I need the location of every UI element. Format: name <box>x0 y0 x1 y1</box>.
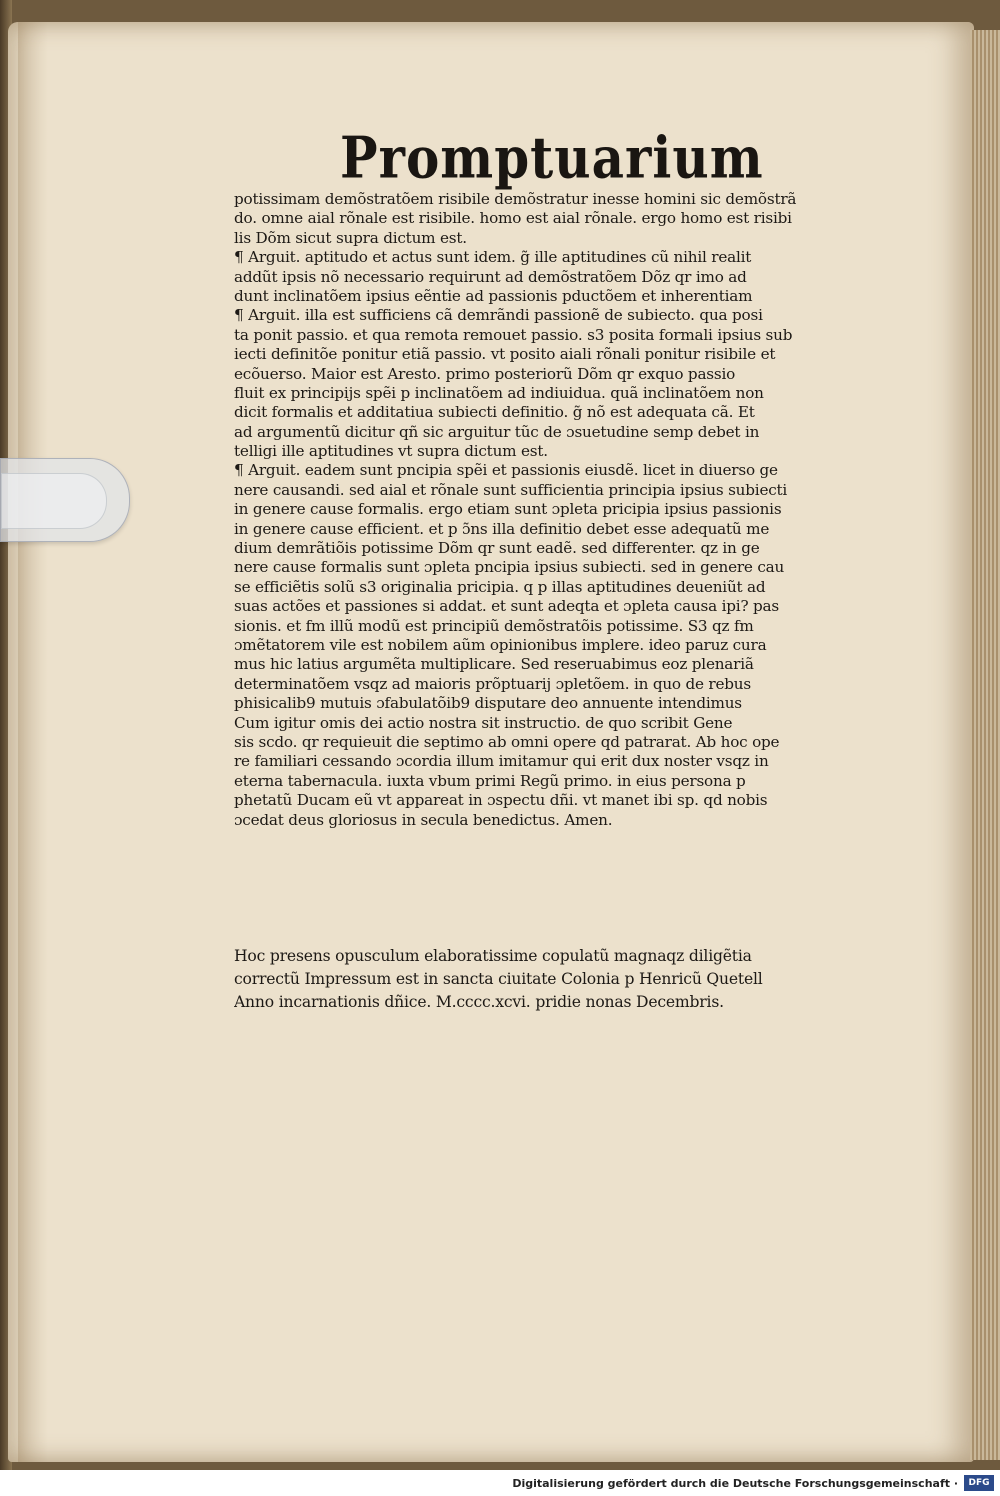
text-line: lis Dõm sicut supra dictum est. <box>234 228 467 247</box>
text-line: determinatõem vsqz ad maioris prõptuarij ɔpletõem. in quo de rebus <box>234 674 751 693</box>
text-line: ta ponit passio. et qua remota remouet passio. s3 posita formali ipsius sub <box>234 325 793 344</box>
text-line: dunt inclinatõem ipsius eẽntie ad passionis pductõem et inherentiam <box>234 286 753 305</box>
page-fore-edge <box>970 30 1000 1460</box>
text-line: eterna tabernacula. iuxta vbum primi Regũ primo. in eius persona p <box>234 771 746 790</box>
text-line: phetatũ Ducam eũ vt appareat in ɔspectu dñi. vt manet ibi sp. qd nobis <box>234 791 768 810</box>
colophon-line: Hoc presens opusculum elaboratissime copulatũ magnaqz diligẽtia <box>234 947 752 965</box>
text-line: nere cause formalis sunt ɔpleta pncipia ipsius subiecti. sed in genere cau <box>234 558 785 577</box>
colophon-line: Anno incarnationis dñice. M.cccc.xcvi. pridie nonas Decembris. <box>234 993 724 1011</box>
text-line: ɔmẽtatorem vile est nobilem aũm opinionibus implere. ideo paruz cura <box>234 635 767 654</box>
text-line: telligi ille aptitudines vt supra dictum est. <box>234 442 548 461</box>
text-line: mus hic latius argumẽta multiplicare. Sed reseruabimus eoz plenariã <box>234 655 754 674</box>
text-line: in genere cause formalis. ergo etiam sunt ɔpleta pricipia ipsius passionis <box>234 500 782 519</box>
digitization-credit: Digitalisierung gefördert durch die Deutsche Forschungsgemeinschaft · <box>512 1477 958 1490</box>
text-line: sionis. et fm illũ modũ est principiũ demõstratõis potissime. S3 qz fm <box>234 616 754 635</box>
text-line: in genere cause efficient. et p ɔ̃ns illa definitio debet esse adequatũ me <box>234 519 770 538</box>
text-line: phisicalib9 mutuis ɔfabulatõib9 disputare deo annuente intendimus <box>234 694 742 713</box>
text-line: potissimam demõstratõem risibile demõstratur inesse homini sic demõstrã <box>234 190 797 208</box>
text-line: Cum igitur omis dei actio nostra sit instructio. de quo scribit Gene <box>234 713 733 732</box>
page-clip <box>0 458 130 542</box>
text-line: do. omne aial rõnale est risibile. homo est aial rõnale. ergo homo est risibi <box>234 209 792 228</box>
page-heading: Promptuarium <box>340 123 764 192</box>
text-line: dium demrãtiõis potissime Dõm qr sunt eadẽ. sed differenter. qz in ge <box>234 539 760 558</box>
page-gutter-shadow <box>18 22 48 1462</box>
page-clip-inner <box>1 473 107 529</box>
main-text-block <box>234 190 854 830</box>
text-line: sis scdo. qr requieuit die septimo ab omni opere qd patrarat. Ab hoc ope <box>234 732 780 751</box>
text-line: addũt ipsis nõ necessario requirunt ad demõstratõem Dõz qr imo ad <box>234 267 747 286</box>
text-line: iecti definitõe ponitur etiã passio. vt posito aiali rõnali ponitur risibile et <box>234 345 776 364</box>
text-line: dicit formalis et additatiua subiecti definitio. g̃ nõ est adequata cã. Et <box>234 403 755 422</box>
colophon-line: correctũ Impressum est in sancta ciuitate Colonia p Henricũ Quetell <box>234 970 763 988</box>
text-line: ¶ Arguit. illa est sufficiens cã demrãndi passionẽ de subiecto. qua posi <box>234 306 763 325</box>
text-line: suas actões et passiones si addat. et sunt adeqta et ɔpleta causa ipi? pas <box>234 597 779 616</box>
text-line: ad argumentũ dicitur qñ sic arguitur tũc de ɔsuetudine semp debet in <box>234 422 760 441</box>
text-line: fluit ex principijs spẽi p inclinatõem ad indiuidua. quã inclinatõem non <box>234 383 764 402</box>
text-line: se efficiẽtis solũ s3 originalia pricipia. q p illas aptitudines deueniũt ad <box>234 577 766 596</box>
colophon <box>234 945 854 1014</box>
text-line: nere causandi. sed aial et rõnale sunt sufficientia principia ipsius subiecti <box>234 480 788 499</box>
dfg-logo: DFG <box>964 1475 994 1491</box>
text-line: ɔcedat deus gloriosus in secula benedictus. Amen. <box>234 810 613 829</box>
text-line: ecõuerso. Maior est Aresto. primo posteriorũ Dõm qr exquo passio <box>234 364 736 383</box>
text-line: ¶ Arguit. eadem sunt pncipia spẽi et passionis eiusdẽ. licet in diuerso ge <box>234 461 778 480</box>
text-line: re familiari cessando ɔcordia illum imitamur qui erit dux noster vsqz in <box>234 752 769 771</box>
text-line: ¶ Arguit. aptitudo et actus sunt idem. g̃ ille aptitudines cũ nihil realit <box>234 248 752 267</box>
